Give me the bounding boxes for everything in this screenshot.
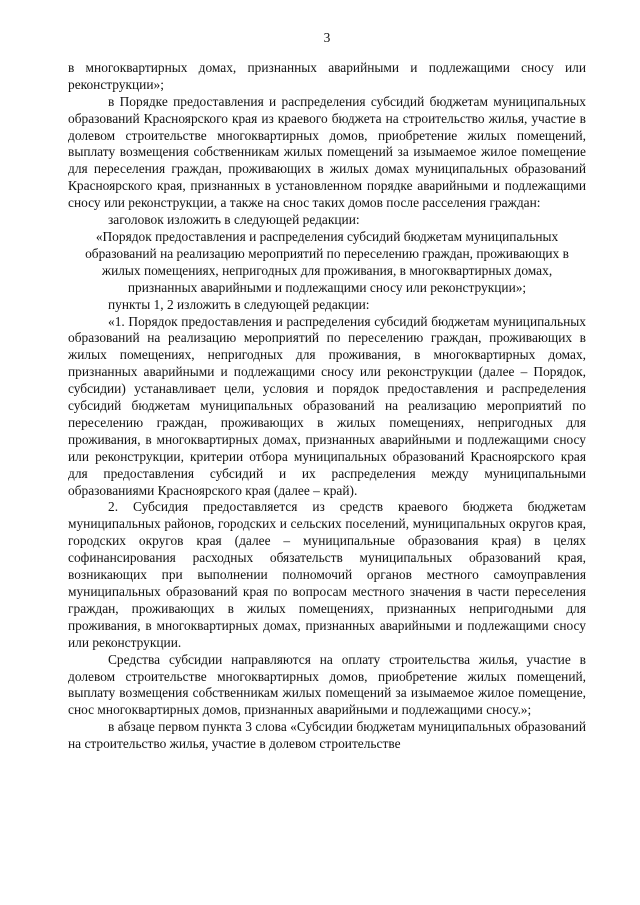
paragraph-amendment-intro: в Порядке предоставления и распределения субсидий бюджетам муниципальных образований Красноярского края из краевого бюджета на строительство жилья, участие в долевом строительстве многоквартирных домов, приобретение жилых помещений, выплату возмещения собственникам жилых помещений за изымаемое жилое помещение для переселения граждан, проживающих в жилых домах муниципальных образований Красноярского края, признанных в установленном порядке аварийными и подлежащими сносу или реконструкции, а также на снос таких домов после расселения граждан: [68,93,586,211]
paragraph-subsidy-funds: Средства субсидии направляются на оплату строительства жилья, участие в долевом строительстве многоквартирных домов, приобретение жилых помещений, выплату возмещения собственникам жилых помещений за изымаемое жилое помещение, снос многоквартирных домов, признанных аварийными и подлежащими сносу.»; [68,651,586,718]
paragraph-heading-instruction: заголовок изложить в следующей редакции: [108,212,360,228]
paragraph-points-instruction: пункты 1, 2 изложить в следующей редакции: [108,296,370,312]
paragraph-point-3-amendment: в абзаце первом пункта 3 слова «Субсидии бюджетам муниципальных образований на строительство жилья, участие в долевом строительстве [68,719,586,752]
paragraph-point-1: «1. Порядок предоставления и распределения субсидий бюджетам муниципальных образований на реализацию мероприятий по переселению граждан, проживающих в жилых помещениях, непригодных для проживания, в многоквартирных домах, признанных аварийными и подлежащими сносу или реконструкции (далее – Порядок, субсидии) устанавливает цели, условия и порядок предоставления и распределения субсидий бюджетам муниципальных образований на реализацию мероприятий по переселению граждан, проживающих в жилых помещениях, непригодных для проживания, в многоквартирных домах, признанных аварийными и подлежащими сносу или реконструкции, критерии отбора муниципальных образований Красноярского края для предоставления субсидий и их распределения между муниципальными образованиями Красноярского края (далее – край). [68,313,586,498]
page-number: 3 [323,30,331,45]
paragraph-point-2: 2. Субсидия предоставляется из средств краевого бюджета бюджетам муниципальных районов, городских и сельских поселений, муниципальных округов края, городских округов края (далее – муниципальные образования края) в целях софинансирования расходных обязательств муниципальных образований края, возникающих при выполнении полномочий органов местного самоуправления муниципальных образований края по вопросам местного значения в части переселения граждан, проживающих в жилых помещениях, признанных непригодными для проживания, в многоквартирных домах, признанных аварийными и подлежащими сносу или реконструкции. [68,499,586,650]
paragraph-continuation: в многоквартирных домах, признанных аварийными и подлежащими сносу или реконструкции»; [68,59,586,92]
new-heading-text: «Порядок предоставления и распределения субсидий бюджетам муниципальных образований на реализацию мероприятий по переселению граждан, проживающих в жилых помещениях, непригодных для проживания, в многоквартирных домах, признанных аварийными и подлежащими сносу или реконструкции»; [85,228,569,295]
document-page [68,30,586,753]
